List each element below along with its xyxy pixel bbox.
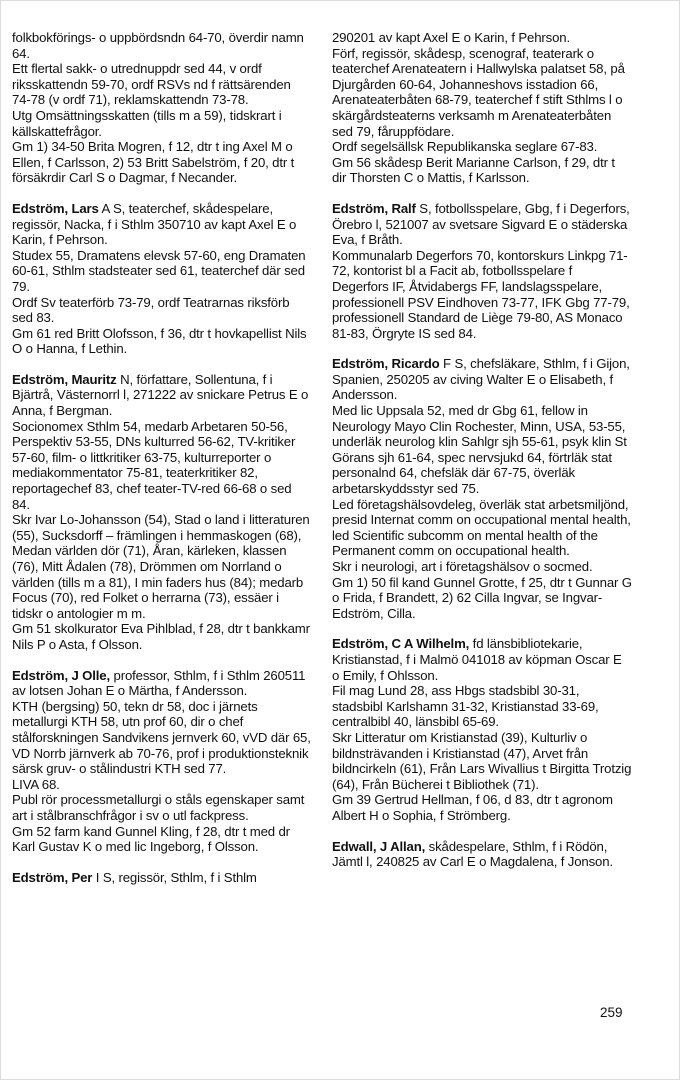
entry-text: Ordf segelsällsk Republikanska seglare 67-83.: [332, 139, 598, 155]
entry-text: Med lic Uppsala 52, med dr Gbg 61, fellow in Neurology Mayo Clin Rochester, Minn, USA, 53-55, underläk neurolog klin Sahlgr sjh 55-61, psyk klin St Görans sjh 61-64, spec nervsjukd 64, förtrläk stat personalnd 64, chefsläk där 67-75, överläk arbetarskyddsstyr sed 75.: [332, 403, 627, 497]
entry-paragraph: [12, 668, 312, 699]
entry-paragraph: [332, 46, 632, 140]
biography-entry: [332, 356, 632, 621]
biography-entry: [332, 636, 632, 823]
biography-entry: [332, 201, 632, 341]
entry-paragraph: [12, 248, 312, 295]
entry-text: Skr Litteratur om Kristianstad (39), Kulturliv o bildnsträvanden i Kristianstad (47), Arvet från bildncirkeln (61), Från Lars Wivallius t Birgitta Trotzig (64), Från Bücherei t Bibliothek (71).: [332, 729, 632, 792]
biography-entry: [12, 201, 312, 357]
entry-name: Edwall, J Allan,: [332, 838, 426, 854]
entry-text: folkbokförings- o uppbördsndn 64-70, överdir namn 64.: [12, 30, 304, 61]
entry-text: A S, teaterchef, skådespelare, regissör, Nacka, f i Sthlm 350710 av kapt Axel E o Karin, f Pehrson.: [12, 200, 297, 248]
entry-paragraph: [12, 699, 312, 777]
entry-paragraph: [332, 730, 632, 792]
entry-paragraph: [332, 155, 632, 186]
entry-paragraph: [12, 30, 312, 61]
left-column: [12, 30, 312, 900]
entry-text: F S, chefsläkare, Sthlm, f i Gijon, Spanien, 250205 av civing Walter E o Elisabeth, f Andersson.: [332, 356, 630, 403]
biography-entry: [12, 372, 312, 653]
right-column: [332, 30, 632, 885]
entry-text: Gm 1) 34-50 Brita Mogren, f 12, dtr t ing Axel M o Ellen, f Carlsson, 2) 53 Britt Sabelström, f 20, dtr t försäkrdir Carl S o Dagmar, f Necander.: [12, 139, 295, 186]
entry-name: Edström, Per: [12, 869, 93, 885]
entry-text: Skr i neurologi, art i företagshälsov o socmed.: [332, 559, 593, 574]
entry-paragraph: [12, 108, 312, 139]
entry-text: I S, regissör, Sthlm, f i Sthlm: [92, 869, 257, 885]
entry-name: Edström, J Olle,: [12, 667, 111, 683]
entry-name: Edström, Ricardo: [332, 356, 440, 372]
entry-paragraph: [12, 777, 312, 793]
entry-paragraph: [332, 248, 632, 342]
page-number: 259: [600, 1005, 623, 1020]
entry-text: professor, Sthlm, f i Sthlm 260511 av lotsen Johan E o Märtha, f Andersson.: [12, 667, 306, 699]
entry-paragraph: [12, 824, 312, 855]
entry-paragraph: [332, 792, 632, 823]
biography-entry: [332, 30, 632, 186]
entry-text: KTH (bergsing) 50, tekn dr 58, doc i järnets metallurgi KTH 58, utn prof 60, dir o chef stålforskningen Sandvikens jernverk 60, vVD där 65, VD Norrb järnverk ab 70-76, prof i produktionsteknik särsk gruv- o stålindustri KTH sed 77.: [12, 698, 311, 777]
entry-text: Publ rör processmetallurgi o ståls egenskaper samt art i stålbranschfrågor i sv o utl fackpress.: [12, 792, 305, 823]
entry-paragraph: [332, 636, 632, 683]
entry-text: Ordf Sv teaterförb 73-79, ordf Teatrarnas riksförb sed 83.: [12, 294, 290, 326]
entry-text: LIVA 68.: [12, 776, 60, 792]
entry-paragraph: [332, 139, 632, 155]
entry-paragraph: [12, 295, 312, 326]
entry-name: Edström, Mauritz: [12, 371, 117, 387]
entry-paragraph: [12, 372, 312, 419]
entry-text: skådespelare, Sthlm, f i Rödön, Jämtl l, 240825 av Carl E o Magdalena, f Jonson.: [332, 838, 613, 870]
entry-name: Edström, Ralf: [332, 200, 416, 216]
entry-paragraph: [332, 403, 632, 497]
entry-paragraph: [12, 792, 312, 823]
entry-text: Skr Ivar Lo-Johansson (54), Stad o land i litteraturen (55), Sucksdorff – främlingen i hemmaskogen (68), Medan världen dör (71), Åran, kärleken, klassen (76), Mitt Ådalen (78), Drömmen om Norrland o världen (tills m a 81), I min faders hus (84); medarb Focus (70), red Folket o herrarna (73), essäer i tidskr o antologier m m.: [12, 512, 310, 621]
entry-text: N, författare, Sollentuna, f i Bjärtrå, Västernorrl l, 271222 av snickare Petrus E o Anna, f Bergman.: [12, 371, 309, 419]
entry-paragraph: [332, 497, 632, 559]
entry-text: Utg Omsättningsskatten (tills m a 59), tidskrart i källskattefrågor.: [12, 107, 282, 139]
entry-text: Led företagshälsovdeleg, överläk stat arbetsmiljönd, presid Internat comm on occupational mental health, led Scientific subcomm on mental health of the Permanent comm on occupational health.: [332, 496, 631, 559]
entry-text: Gm 56 skådesp Berit Marianne Carlson, f 29, dtr t dir Thorsten C o Mattis, f Karlsson.: [332, 154, 615, 186]
entry-text: Gm 52 farm kand Gunnel Kling, f 28, dtr t med dr Karl Gustav K o med lic Ingeborg, f Olsson.: [12, 823, 290, 855]
entry-paragraph: [12, 870, 312, 886]
entry-text: Förf, regissör, skådesp, scenograf, teaterark o teaterchef Arenateatern i Hallwylska palatset 58, på Djurgården 60-64, Johanneshovs isstadion 66, Arenateaterbåten 68-79, teaterchef f stift Sthlms l o skärgårdsteaterns verksamh m Arenateaterbåten sed 79, fåruppfödare.: [332, 45, 625, 139]
entry-paragraph: [12, 326, 312, 357]
entry-text: Socionomex Sthlm 54, medarb Arbetaren 50-56, Perspektiv 53-55, DNs kulturred 56-62, TV-kritiker 57-60, film- o littkritiker 63-75, kulturreporter o mediakommentator 75-81, teaterkritiker 82, reportagechef 83, chef teater-TV-red 66-68 o sed 84.: [12, 418, 296, 512]
entry-paragraph: [332, 30, 632, 46]
entry-paragraph: [12, 201, 312, 248]
entry-text: Gm 51 skolkurator Eva Pihlblad, f 28, dtr t bankkamr Nils P o Asta, f Olsson.: [12, 621, 310, 652]
entry-paragraph: [12, 621, 312, 652]
entry-paragraph: [12, 61, 312, 108]
entry-text: Studex 55, Dramatens elevsk 57-60, eng Dramaten 60-61, Sthlm stadsteater sed 61, teaterchef där sed 79.: [12, 247, 306, 294]
entry-paragraph: [332, 356, 632, 403]
entry-paragraph: [332, 575, 632, 622]
entry-text: Gm 39 Gertrud Hellman, f 06, d 83, dtr t agronom Albert H o Sophia, f Strömberg.: [332, 792, 613, 823]
entry-text: Fil mag Lund 28, ass Hbgs stadsbibl 30-31, stadsbibl Karlshamn 31-32, Kristianstad 33-69, centralbibl 40, länsbibl 65-69.: [332, 683, 599, 730]
entry-text: Ett flertal sakk- o utrednuppdr sed 44, v ordf riksskattendn 59-70, ordf RSVs nd f rättsärenden 74-78 (v ordf 71), reklamskattendn 73-78.: [12, 61, 291, 108]
entry-paragraph: [12, 139, 312, 186]
entry-text: fd länsbibliotekarie, Kristianstad, f i Malmö 041018 av köpman Oscar E o Emily, f Ohlsson.: [332, 636, 622, 683]
entry-text: Gm 1) 50 fil kand Gunnel Grotte, f 25, dtr t Gunnar G o Frida, f Brandett, 2) 62 Cilla Ingvar, se Ingvar-Edström, Cilla.: [332, 574, 632, 621]
entry-paragraph: [12, 512, 312, 621]
entry-text: Kommunalarb Degerfors 70, kontorskurs Linkpg 71-72, kontorist bl a Facit ab, fotbollsspelare f Degerfors IF, Åtvidabergs FF, landslagsspelare, professionell PSV Eindhoven 73-77, IFK Gbg 77-79, professionell Standard de Liège 79-80, AS Monaco 81-83, Örgryte IS sed 84.: [332, 247, 630, 341]
biography-entry: [12, 30, 312, 186]
entry-paragraph: [332, 559, 632, 575]
biography-entry: [12, 870, 312, 886]
entry-paragraph: [332, 839, 632, 870]
entry-paragraph: [332, 201, 632, 248]
entry-paragraph: [332, 683, 632, 730]
biography-entry: [12, 668, 312, 855]
entry-text: 290201 av kapt Axel E o Karin, f Pehrson.: [332, 30, 570, 45]
biography-entry: [332, 839, 632, 870]
entry-paragraph: [12, 419, 312, 513]
entry-text: S, fotbollsspelare, Gbg, f i Degerfors, Örebro l, 521007 av svetsare Sigvard E o städerska Eva, f Bråth.: [332, 200, 630, 248]
entry-name: Edström, Lars: [12, 200, 99, 216]
entry-text: Gm 61 red Britt Olofsson, f 36, dtr t hovkapellist Nils O o Hanna, f Lethin.: [12, 325, 307, 357]
entry-name: Edström, C A Wilhelm,: [332, 636, 470, 652]
